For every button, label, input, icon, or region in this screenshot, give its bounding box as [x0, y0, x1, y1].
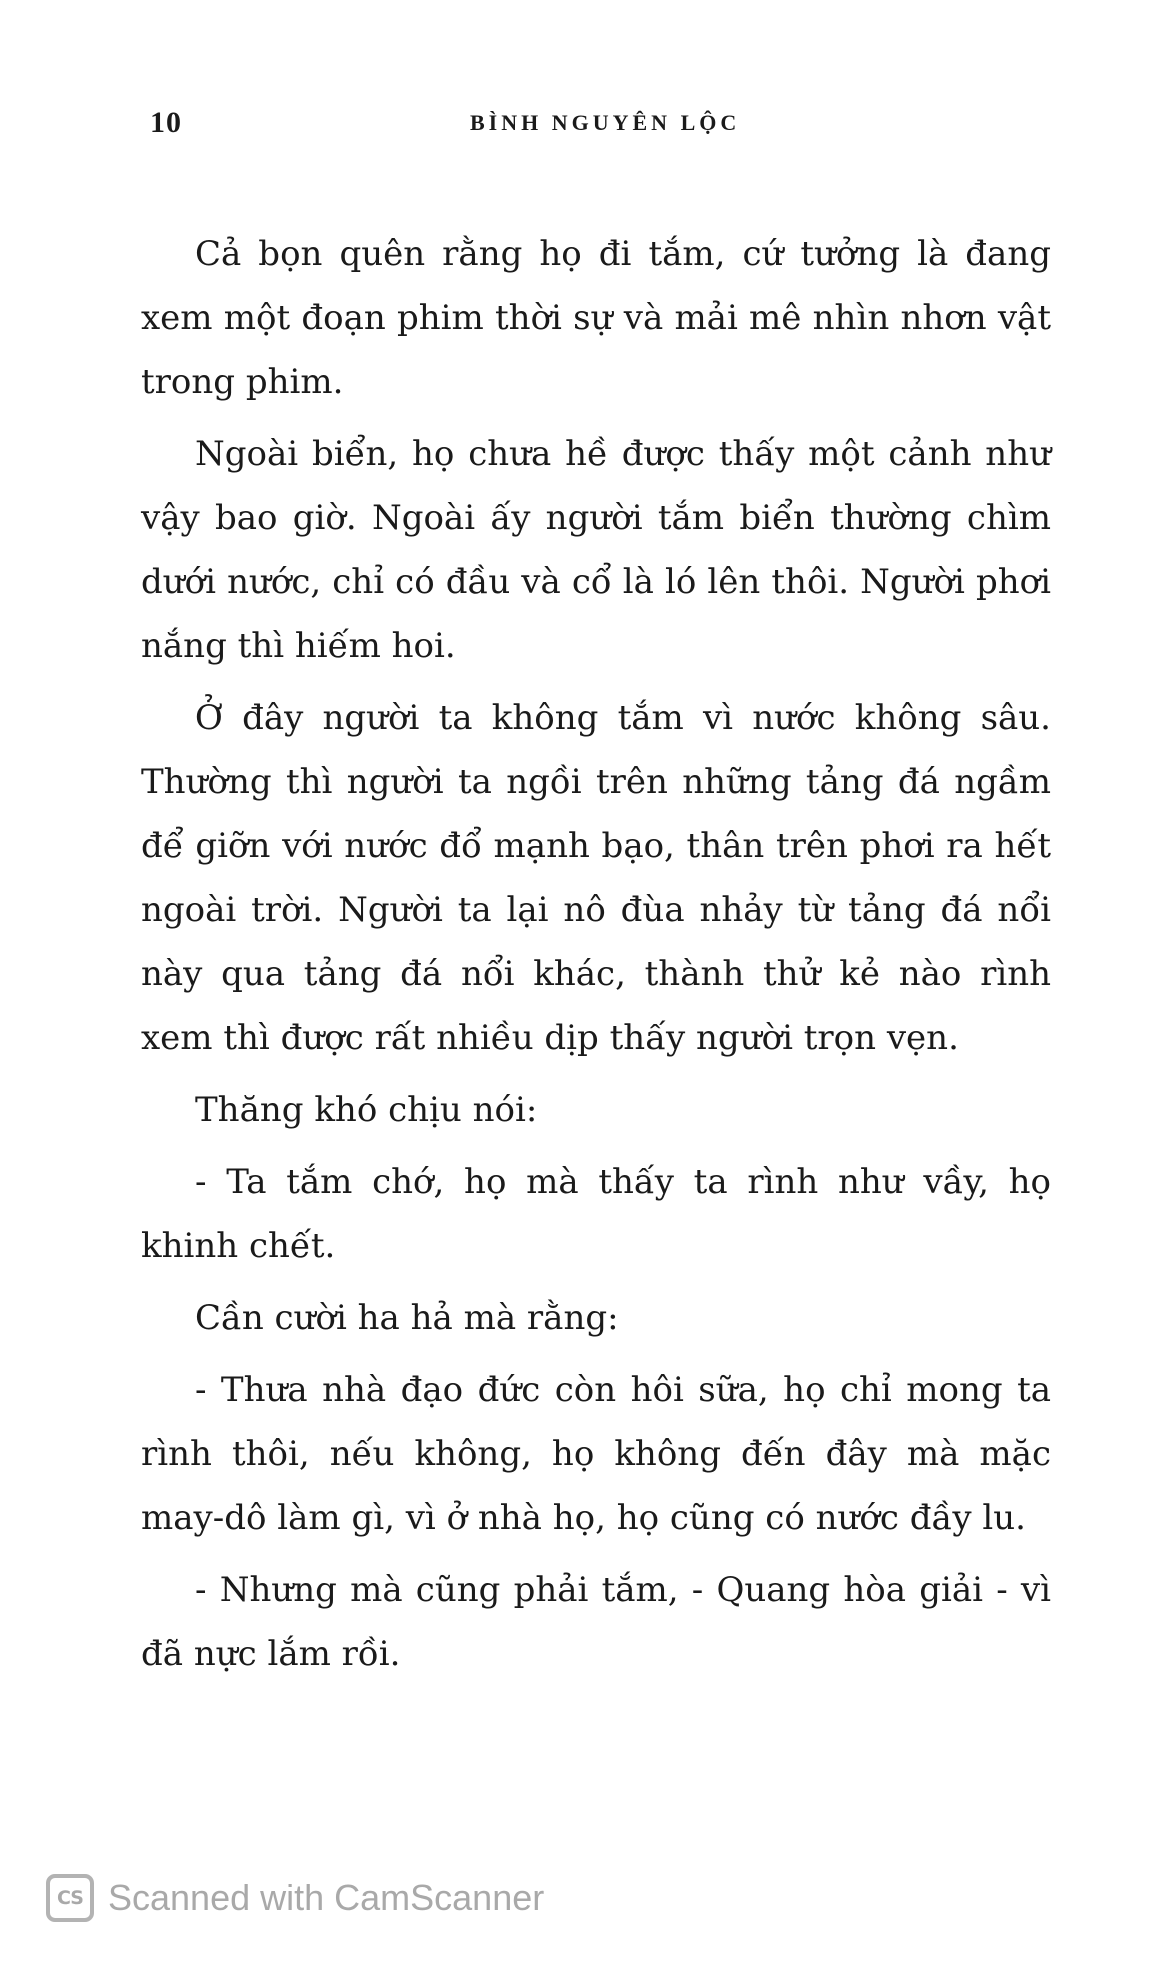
camscanner-logo-icon: CS [46, 1874, 94, 1922]
paragraph: Cả bọn quên rằng họ đi tắm, cứ tưởng là đang xem một đoạn phim thời sự và mải mê nhìn nhơn vật trong phim. [141, 234, 1051, 402]
paragraph: Ở đây người ta không tắm vì nước không sâu. Thường thì người ta ngồi trên những tảng đá ngầm để giỡn với nước đổ mạnh bạo, thân trên phơi ra hết ngoài trời. Người ta lại nô đùa nhảy từ tảng đá nổi này qua tảng đá nổi khác, thành thử kẻ nào rình xem thì được rất nhiều dịp thấy người trọn vẹn. [141, 698, 1051, 1058]
watermark-text: Scanned with CamScanner [108, 1877, 545, 1918]
running-head: BÌNH NGUYÊN LỘC [470, 110, 741, 135]
paragraph: Thăng khó chịu nói: [195, 1090, 538, 1130]
body-text [141, 222, 1051, 1694]
paragraph: Cần cười ha hả mà rằng: [195, 1298, 619, 1338]
page-number: 10 [150, 106, 182, 139]
paragraph: - Nhưng mà cũng phải tắm, - Quang hòa giải - vì đã nực lắm rồi. [141, 1570, 1051, 1674]
camscanner-watermark [46, 1874, 544, 1922]
paragraph: Ngoài biển, họ chưa hề được thấy một cảnh như vậy bao giờ. Ngoài ấy người tắm biển thường chìm dưới nước, chỉ có đầu và cổ là ló lên thôi. Người phơi nắng thì hiếm hoi. [141, 434, 1051, 666]
paragraph: - Ta tắm chớ, họ mà thấy ta rình như vầy, họ khinh chết. [141, 1162, 1051, 1266]
paragraph: - Thưa nhà đạo đức còn hôi sữa, họ chỉ mong ta rình thôi, nếu không, họ không đến đây mà mặc may-dô làm gì, vì ở nhà họ, họ cũng có nước đầy lu. [141, 1370, 1051, 1538]
